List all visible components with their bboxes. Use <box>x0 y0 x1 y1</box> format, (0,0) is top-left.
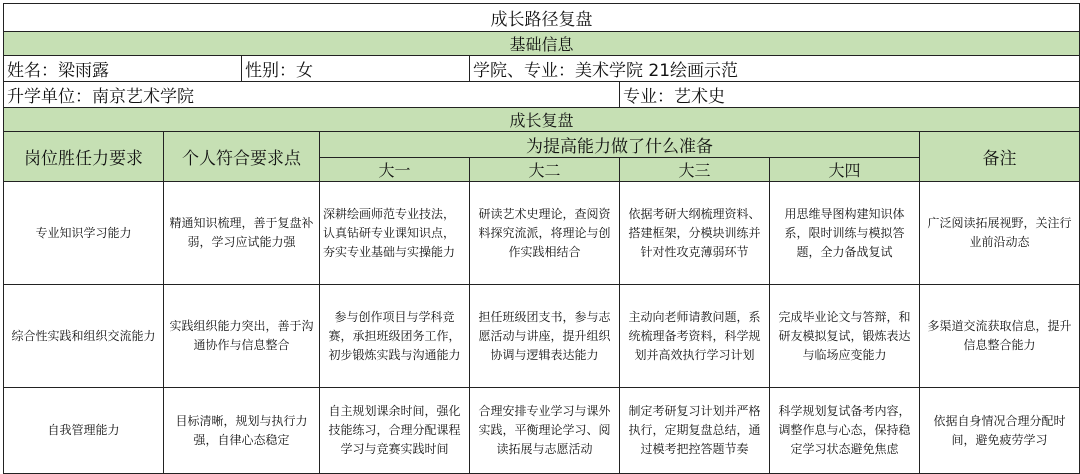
growth-review-table <box>3 3 1080 474</box>
year-2-cell: 研读艺术史理论，查阅资料探究流派，将理论与创作实践相结合 <box>470 182 620 285</box>
year-3-cell: 制定考研复习计划并严格执行，定期复盘总结，通过模考把控答题节奏 <box>620 388 770 474</box>
year-2-header: 大二 <box>470 158 620 182</box>
notes-cell: 广泛阅读拓展视野，关注行业前沿动态 <box>920 182 1080 285</box>
table-row <box>4 182 1080 285</box>
notes-cell: 多渠道交流获取信息，提升信息整合能力 <box>920 285 1080 388</box>
personal-cell: 精通知识梳理，善于复盘补弱，学习应试能力强 <box>164 182 320 285</box>
target-school: 升学单位：南京艺术学院 <box>4 82 620 108</box>
table-row <box>4 388 1080 474</box>
growth-review-header: 成长复盘 <box>4 108 1080 132</box>
personal-cell: 实践组织能力突出，善于沟通协作与信息整合 <box>164 285 320 388</box>
year-4-cell: 科学规划复试备考内容，调整作息与心态，保持稳定学习状态避免焦虑 <box>770 388 920 474</box>
year-3-header: 大三 <box>620 158 770 182</box>
preparation-header: 为提高能力做了什么准备 <box>320 132 920 158</box>
year-1-cell: 深耕绘画师范专业技法，认真钻研专业课知识点，夯实专业基础与实操能力 <box>320 182 470 285</box>
year-4-cell: 完成毕业论文与答辩，和研友模拟复试，锻炼表达与临场应变能力 <box>770 285 920 388</box>
year-4-header: 大四 <box>770 158 920 182</box>
year-3-cell: 主动向老师请教问题，系统梳理备考资料，科学规划并高效执行学习计划 <box>620 285 770 388</box>
competency-header: 岗位胜任力要求 <box>4 132 164 182</box>
basic-info-header: 基础信息 <box>4 32 1080 56</box>
notes-header: 备注 <box>920 132 1080 182</box>
year-1-cell: 参与创作项目与学科竞赛，承担班级团务工作，初步锻炼实践与沟通能力 <box>320 285 470 388</box>
personal-header: 个人符合要求点 <box>164 132 320 182</box>
year-1-cell: 自主规划课余时间，强化技能练习，合理分配课程学习与竞赛实践时间 <box>320 388 470 474</box>
table-row <box>4 285 1080 388</box>
competency-cell: 专业知识学习能力 <box>4 182 164 285</box>
competency-cell: 自我管理能力 <box>4 388 164 474</box>
student-name: 姓名：梁雨露 <box>4 56 242 82</box>
table-title: 成长路径复盘 <box>4 4 1080 32</box>
notes-cell: 依据自身情况合理分配时间，避免疲劳学习 <box>920 388 1080 474</box>
year-3-cell: 依据考研大纲梳理资料、搭建框架，分模块训练并针对性攻克薄弱环节 <box>620 182 770 285</box>
competency-cell: 综合性实践和组织交流能力 <box>4 285 164 388</box>
year-2-cell: 担任班级团支书，参与志愿活动与讲座，提升组织协调与逻辑表达能力 <box>470 285 620 388</box>
year-4-cell: 用思维导图构建知识体系，限时训练与模拟答题，全力备战复试 <box>770 182 920 285</box>
college-major: 学院、专业：美术学院 21绘画示范 <box>470 56 1080 82</box>
year-1-header: 大一 <box>320 158 470 182</box>
year-2-cell: 合理安排专业学习与课外实践，平衡理论学习、阅读拓展与志愿活动 <box>470 388 620 474</box>
personal-cell: 目标清晰，规划与执行力强，自律心态稳定 <box>164 388 320 474</box>
target-major: 专业：艺术史 <box>620 82 1080 108</box>
student-gender: 性别：女 <box>242 56 470 82</box>
